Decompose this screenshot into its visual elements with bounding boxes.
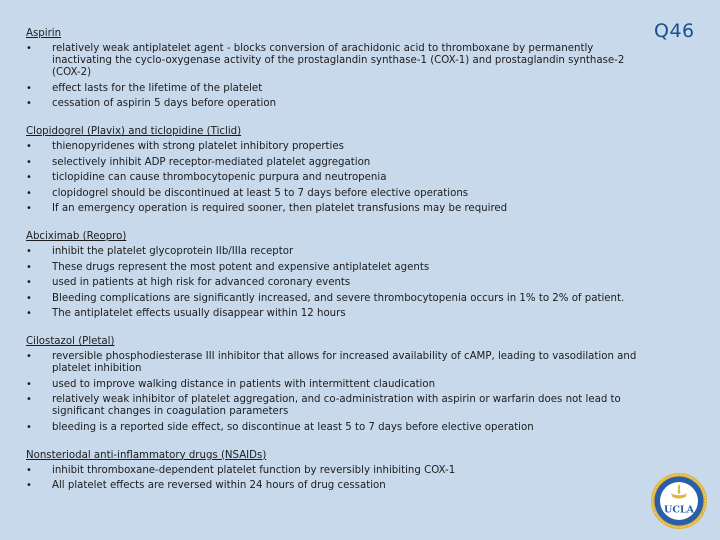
bullet-text: If an emergency operation is required sooner, then platelet transfusions may be required: [52, 203, 508, 214]
section-cilostazol: [26, 334, 646, 435]
bullet-icon: •: [26, 43, 32, 54]
section-heading: Nonsteriodal anti-inflammatory drugs (NSAIDs): [26, 449, 267, 461]
section-heading: Cilostazol (Pletal): [26, 336, 115, 347]
list-item: [26, 139, 646, 155]
bullet-icon: •: [26, 261, 32, 273]
bullet-icon: •: [26, 351, 32, 362]
section-aspirin: [26, 26, 646, 112]
bullet-icon: •: [26, 480, 32, 491]
ucla-seal-logo: [650, 472, 708, 530]
list-item: [26, 155, 646, 171]
bullet-icon: •: [26, 203, 32, 214]
bullet-text: relatively weak antiplatelet agent - blocks conversion of arachidonic acid to thromboxane by permanently inactivating the cyclo-oxygenase activity of the prostaglandin synthase-1 (COX-1) and prostaglandin synthase-2 (COX-2): [52, 43, 625, 78]
list-item: [26, 275, 646, 291]
bullet-icon: •: [26, 421, 32, 433]
bullet-icon: •: [26, 172, 32, 183]
bullet-text: used to improve walking distance in patients with intermittent claudication: [52, 378, 436, 390]
bullet-text: thienopyridenes with strong platelet inhibitory properties: [52, 141, 344, 152]
bullet-text: inhibit thromboxane-dependent platelet function by reversibly inhibiting COX-1: [52, 464, 456, 476]
bullet-text: selectively inhibit ADP receptor-mediated platelet aggregation: [52, 156, 371, 168]
logo-text: UCLA: [664, 504, 694, 516]
bullet-text: inhibit the platelet glycoprotein IIb/IIIa receptor: [52, 246, 294, 257]
bullet-text: reversible phosphodiesterase III inhibitor that allows for increased availability of cAMP, leading to vasodilation and platelet inhibition: [52, 351, 637, 374]
bullet-text: used in patients at high risk for advanced coronary events: [52, 277, 351, 288]
bullet-icon: •: [26, 98, 32, 109]
list-item: [26, 377, 646, 393]
bullet-icon: •: [26, 246, 32, 257]
bullet-text: bleeding is a reported side effect, so discontinue at least 5 to 7 days before elective operation: [52, 421, 534, 433]
bullet-icon: •: [26, 141, 32, 152]
bullet-text: ticlopidine can cause thrombocytopenic purpura and neutropenia: [52, 172, 387, 183]
bullet-icon: •: [26, 308, 32, 319]
section-heading: Aspirin: [26, 28, 62, 39]
list-item: [26, 170, 646, 186]
list-item: [26, 478, 646, 494]
section-abciximab: [26, 229, 646, 322]
list-item: [26, 463, 646, 479]
bullet-icon: •: [26, 378, 32, 390]
bullet-text: The antiplatelet effects usually disappear within 12 hours: [52, 308, 346, 319]
bullet-text: effect lasts for the lifetime of the platelet: [52, 82, 263, 94]
bullet-icon: •: [26, 394, 32, 405]
bullet-text: clopidogrel should be discontinued at least 5 to 7 days before elective operations: [52, 187, 469, 199]
list-item: [26, 201, 646, 217]
section-heading: Clopidogrel (Plavix) and ticlopidine (Ticlid): [26, 126, 242, 137]
section-heading: Abciximab (Reopro): [26, 231, 127, 242]
list-item: [26, 96, 646, 112]
question-label: Q46: [654, 20, 695, 42]
bullet-text: Bleeding complications are significantly increased, and severe thrombocytopenia occurs in 1% to 2% of patient.: [52, 292, 625, 304]
list-item: [26, 349, 646, 377]
bullet-icon: •: [26, 464, 32, 476]
bullet-icon: •: [26, 292, 32, 304]
list-item: [26, 186, 646, 202]
list-item: [26, 260, 646, 276]
section-clopidogrel: [26, 124, 646, 217]
bullet-text: All platelet effects are reversed within 24 hours of drug cessation: [52, 480, 386, 491]
list-item: [26, 81, 646, 97]
bullet-text: relatively weak inhibitor of platelet aggregation, and co-administration with aspirin or warfarin does not lead to significant changes in coagulation parameters: [52, 394, 621, 417]
bullet-icon: •: [26, 277, 32, 288]
list-item: [26, 291, 646, 307]
bullet-icon: •: [26, 156, 32, 168]
list-item: [26, 41, 646, 81]
slide-content: [26, 26, 646, 506]
section-nsaids: [26, 448, 646, 494]
bullet-icon: •: [26, 82, 32, 94]
list-item: [26, 244, 646, 260]
bullet-text: cessation of aspirin 5 days before operation: [52, 98, 277, 109]
bullet-text: These drugs represent the most potent and expensive antiplatelet agents: [52, 261, 430, 273]
list-item: [26, 420, 646, 436]
bullet-icon: •: [26, 187, 32, 199]
list-item: [26, 392, 646, 420]
list-item: [26, 306, 646, 322]
